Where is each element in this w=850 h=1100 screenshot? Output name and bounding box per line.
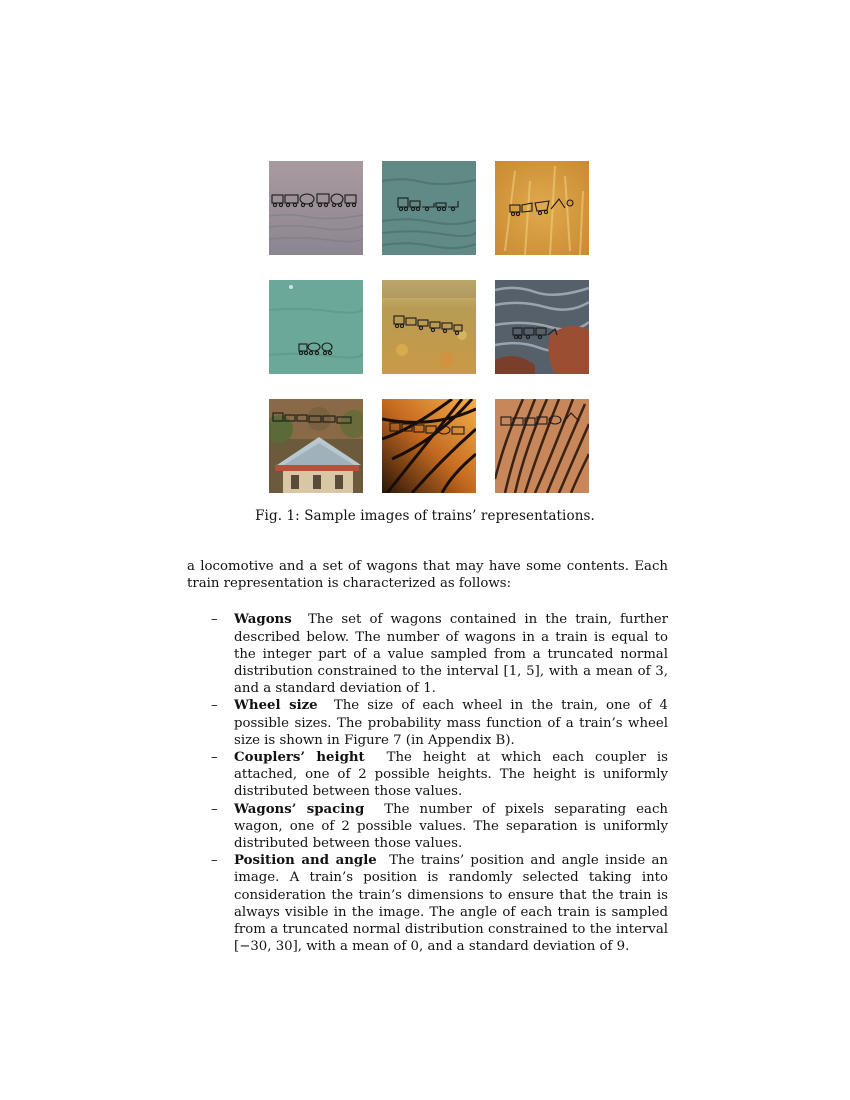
sample-image-palm-sunset <box>382 399 476 493</box>
item-text: The size of each wheel in the train, one of 4 possible sizes. The probability mass function of a train’s wheel size is shown in Figure 7 (in Appendix B). <box>234 698 668 748</box>
item-term: Wagons <box>234 612 292 628</box>
dash-marker: – <box>211 853 218 869</box>
item-term: Couplers’ height <box>234 750 365 766</box>
list-item <box>187 749 668 801</box>
body-text <box>187 558 668 955</box>
list-item <box>187 801 668 853</box>
item-text: The set of wagons contained in the train, further described below. The number of wagons in a train is equal to the integer part of a value sampled from a truncated normal distribution constrained to the interval [1, 5], with a mean of 3, and a standard deviation of 1. <box>234 612 668 697</box>
sample-image-yellow-field <box>382 280 476 374</box>
sample-image-mint-water <box>269 280 363 374</box>
dash-marker: – <box>211 750 218 766</box>
dash-marker: – <box>211 801 218 817</box>
item-term: Position and angle <box>234 853 377 869</box>
sample-image-teal-water <box>382 161 476 255</box>
figure-1 <box>269 161 589 493</box>
attribute-list <box>187 611 668 955</box>
intro-paragraph: a locomotive and a set of wagons that may have some contents. Each train representation is characterized as follows: <box>187 559 668 592</box>
item-text: The number of pixels separating each wagon, one of 2 possible values. The separation is uniformly distributed between those values. <box>234 801 668 852</box>
figure-caption: Fig. 1: Sample images of trains’ representations. <box>255 508 595 524</box>
sample-image-brown-fronds <box>495 399 589 493</box>
item-term: Wagons’ spacing <box>234 801 365 817</box>
sample-image-gray-water <box>269 161 363 255</box>
item-text: The height at which each coupler is attached, one of 2 possible heights. The height is uniformly distributed between those values. <box>234 750 668 800</box>
dash-marker: – <box>211 612 218 628</box>
dash-marker: – <box>211 698 218 714</box>
sample-image-pavilion-roof <box>269 399 363 493</box>
list-item <box>187 852 668 955</box>
item-text: The trains’ position and angle inside an image. A train’s position is randomly selected taking into consideration the train’s dimensions to ensure that the train is always visible in the image. The angle of each train is sampled from a truncated normal distribution constrained to the interval [−30, 30], with a mean of 0, and a standard deviation of 9. <box>234 853 668 955</box>
sample-image-golden-grass <box>495 161 589 255</box>
sample-image-river-rocks <box>495 280 589 374</box>
list-item <box>187 697 668 749</box>
item-term: Wheel size <box>234 698 318 714</box>
list-item <box>187 611 668 697</box>
